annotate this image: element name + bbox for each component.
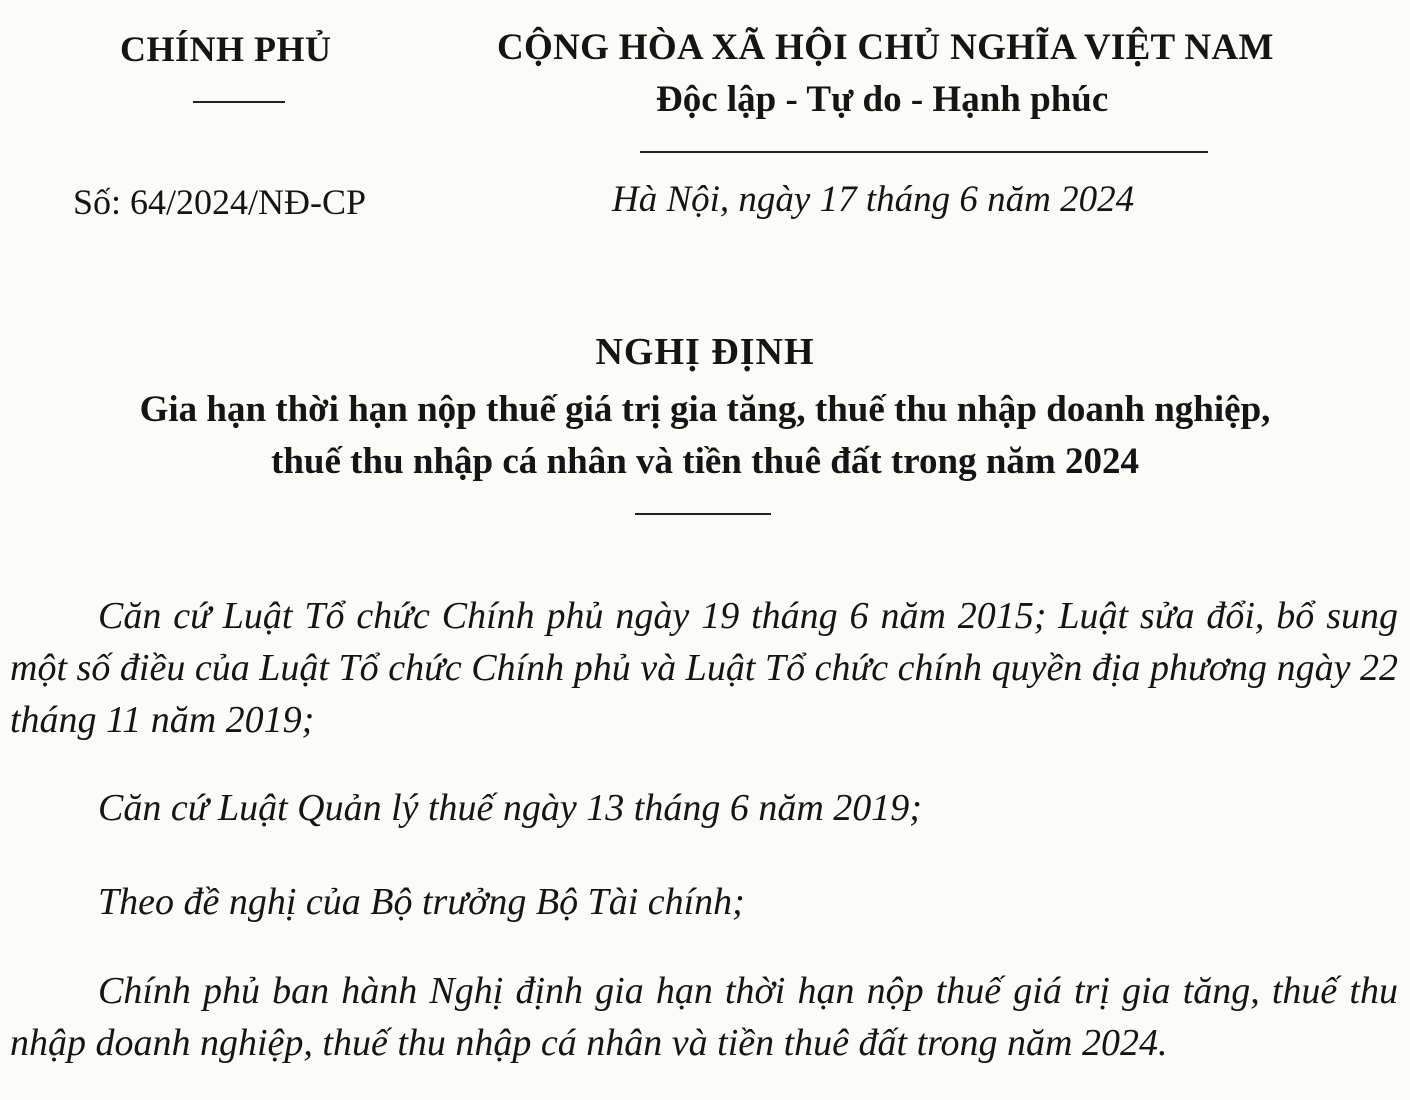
preamble-paragraph: Chính phủ ban hành Nghị định gia hạn thời hạn nộp thuế giá trị gia tăng, thuế thu nhập doanh nghiệp, thuế thu nhập cá nhân và tiền thuê đất trong năm 2024.: [10, 970, 1398, 1064]
title-underline: [635, 513, 771, 515]
agency-underline: [193, 101, 285, 103]
issuing-agency: CHÍNH PHỦ: [120, 29, 332, 69]
preamble-paragraph: Căn cứ Luật Tổ chức Chính phủ ngày 19 tháng 6 năm 2015; Luật sửa đổi, bổ sung một số điều của Luật Tổ chức Chính phủ và Luật Tổ chức chính quyền địa phương ngày 22 tháng 11 năm 2019;: [10, 595, 1398, 741]
document-number: Số: 64/2024/NĐ-CP: [73, 182, 367, 222]
place-and-date: Hà Nội, ngày 17 tháng 6 năm 2024: [612, 179, 1135, 220]
motto-underline: [640, 151, 1208, 153]
national-title: CỘNG HÒA XÃ HỘI CHỦ NGHĨA VIỆT NAM: [497, 27, 1274, 68]
preamble-paragraph: Căn cứ Luật Quản lý thuế ngày 13 tháng 6 năm 2019;: [98, 787, 922, 829]
national-motto: Độc lập - Tự do - Hạnh phúc: [656, 79, 1109, 120]
preamble-paragraph: Theo đề nghị của Bộ trưởng Bộ Tài chính;: [98, 881, 745, 923]
document-subject-line-2: thuế thu nhập cá nhân và tiền thuê đất trong năm 2024: [271, 441, 1139, 482]
document-subject-line-1: Gia hạn thời hạn nộp thuế giá trị gia tăng, thuế thu nhập doanh nghiệp,: [139, 389, 1271, 430]
document-subject: [0, 384, 1410, 488]
document-type: NGHỊ ĐỊNH: [595, 331, 815, 373]
